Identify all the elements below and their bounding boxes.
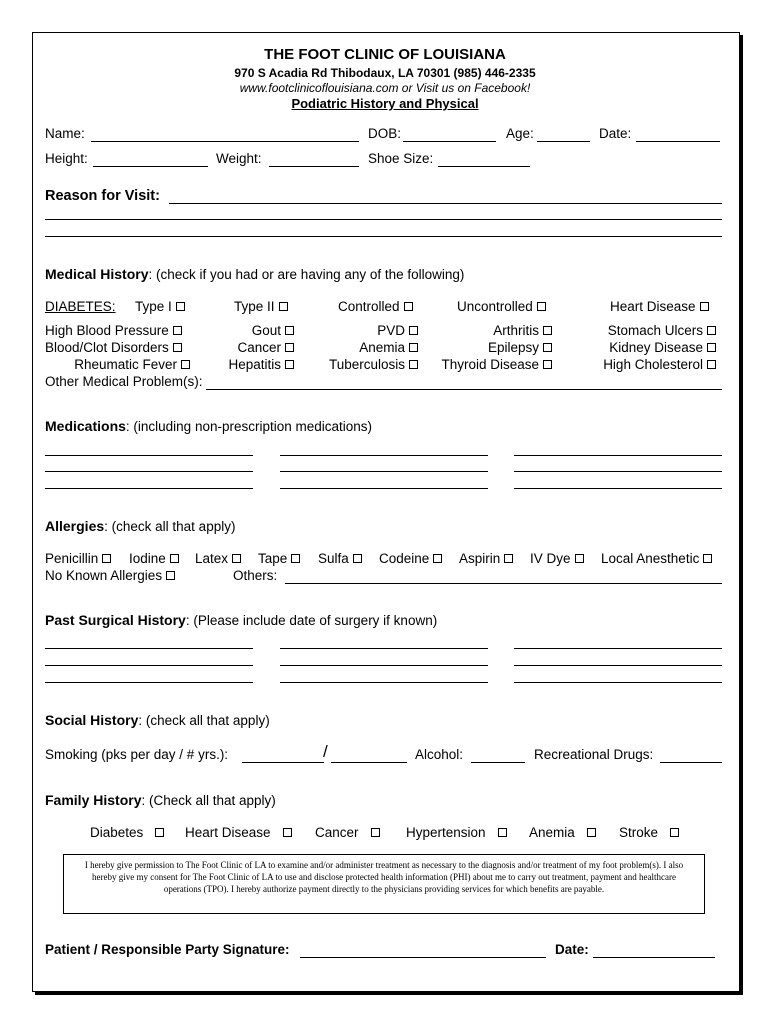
med-rheumatic-fever-label: Rheumatic Fever [74, 357, 177, 372]
med-type1[interactable] [135, 299, 185, 314]
allergy-others-field[interactable] [285, 583, 722, 584]
checkbox[interactable] [670, 828, 679, 837]
med-stomach-ulcers[interactable] [560, 323, 716, 338]
checkbox[interactable] [404, 302, 413, 311]
med-epilepsy[interactable] [420, 340, 552, 355]
surgery-line[interactable] [280, 682, 488, 683]
medical-history-subtitle: : (check if you had or are having any of the following) [148, 267, 465, 282]
med-pvd[interactable] [300, 323, 418, 338]
checkbox[interactable] [707, 360, 716, 369]
med-heart-disease-label: Heart Disease [610, 299, 696, 314]
checkbox[interactable] [166, 571, 175, 580]
allergy-label: Codeine [379, 551, 430, 566]
med-controlled-label: Controlled [338, 299, 400, 314]
checkbox[interactable] [173, 343, 182, 352]
clinic-name: THE FOOT CLINIC OF LOUISIANA [264, 46, 506, 63]
checkbox[interactable] [537, 302, 546, 311]
smoking-slash: / [323, 742, 328, 761]
signature-date-field[interactable] [593, 957, 715, 958]
form-title: Podiatric History and Physical [291, 96, 479, 111]
allergy-label: IV Dye [530, 551, 571, 566]
family-heart-disease[interactable] [185, 825, 292, 840]
checkbox[interactable] [176, 302, 185, 311]
drugs-label: Recreational Drugs: [534, 747, 654, 762]
dob-label: DOB: [368, 126, 402, 141]
checkbox[interactable] [283, 828, 292, 837]
checkbox[interactable] [409, 326, 418, 335]
date-label: Date: [599, 126, 632, 141]
checkbox[interactable] [170, 554, 179, 563]
med-high-cholesterol-label: High Cholesterol [603, 357, 703, 372]
allergy-label: Local Anesthetic [601, 551, 700, 566]
med-blood-clot[interactable] [45, 340, 190, 355]
allergy-tape[interactable] [258, 551, 300, 566]
med-cancer-label: Cancer [237, 340, 281, 355]
date-field[interactable] [636, 141, 720, 142]
consent-text: I hereby give permission to The Foot Clinic of LA to examine and/or administer treatment as necessary to the diagnosis and/or treatment of my foot problem(s). I also hereby give my consent for The Foot Clinic of LA to use and disclose protected health information (PHI) about me to carry out treatment, payment and healthcare operations (TPO). I hereby authorize payment directly to the physicians providing services for which benefits are payable. [84, 860, 684, 894]
med-rheumatic-fever[interactable] [45, 357, 190, 372]
social-heading [45, 712, 270, 728]
checkbox[interactable] [285, 343, 294, 352]
social-title: Social History [45, 712, 139, 728]
medication-line[interactable] [45, 488, 253, 489]
checkbox[interactable] [232, 554, 241, 563]
checkbox[interactable] [181, 360, 190, 369]
med-blood-clot-label: Blood/Clot Disorders [45, 340, 169, 355]
checkbox[interactable] [700, 302, 709, 311]
family-label: Anemia [529, 825, 575, 840]
shoe-size-label: Shoe Size: [368, 151, 434, 166]
medication-line[interactable] [280, 455, 488, 456]
signature-field[interactable] [300, 957, 546, 958]
checkbox[interactable] [707, 343, 716, 352]
alcohol-label: Alcohol: [415, 747, 464, 762]
med-controlled[interactable] [338, 299, 413, 314]
smoking-label: Smoking (pks per day / # yrs.): [45, 747, 229, 762]
med-kidney-disease[interactable] [560, 340, 716, 355]
surgical-title: Past Surgical History [45, 612, 186, 628]
allergy-codeine[interactable] [379, 551, 442, 566]
allergy-iv-dye[interactable] [530, 551, 584, 566]
name-label: Name: [45, 126, 85, 141]
checkbox[interactable] [543, 360, 552, 369]
medical-history-title: Medical History [45, 266, 149, 282]
med-pvd-label: PVD [377, 323, 405, 338]
family-stroke[interactable] [619, 825, 679, 840]
family-label: Cancer [315, 825, 359, 840]
allergy-label: Iodine [129, 551, 166, 566]
med-stomach-ulcers-label: Stomach Ulcers [607, 323, 703, 338]
checkbox[interactable] [371, 828, 380, 837]
med-hepatitis[interactable] [190, 357, 294, 372]
med-thyroid-disease[interactable] [420, 357, 552, 372]
med-high-blood-pressure[interactable] [45, 323, 190, 338]
medical-history-heading [45, 266, 464, 282]
reason-label: Reason for Visit: [45, 188, 160, 204]
family-label: Diabetes [90, 825, 144, 840]
medications-title: Medications [45, 418, 126, 434]
checkbox[interactable] [543, 326, 552, 335]
diabetes-label: DIABETES: [45, 299, 116, 314]
consent-box [63, 854, 705, 914]
family-label: Stroke [619, 825, 659, 840]
med-heart-disease[interactable] [610, 299, 709, 314]
social-subtitle: : (check all that apply) [138, 713, 270, 728]
checkbox[interactable] [279, 302, 288, 311]
family-label: Hypertension [406, 825, 486, 840]
med-hepatitis-label: Hepatitis [228, 357, 281, 372]
age-field[interactable] [537, 141, 590, 142]
family-anemia[interactable] [529, 825, 596, 840]
name-field[interactable] [91, 141, 359, 142]
med-arthritis[interactable] [420, 323, 552, 338]
med-anemia[interactable] [300, 340, 418, 355]
family-hypertension[interactable] [406, 825, 507, 840]
family-heading [45, 792, 276, 808]
family-title: Family History [45, 792, 142, 808]
signature-date-label: Date: [555, 942, 589, 957]
allergy-label: No Known Allergies [45, 568, 163, 583]
medications-subtitle: : (including non-prescription medications) [125, 419, 373, 434]
med-uncontrolled[interactable] [457, 299, 546, 314]
drugs-field[interactable] [660, 762, 722, 763]
reason-field-3[interactable] [45, 236, 722, 237]
med-uncontrolled-label: Uncontrolled [457, 299, 533, 314]
surgery-line[interactable] [45, 682, 253, 683]
surgery-line[interactable] [514, 665, 722, 666]
allergy-local-anesthetic[interactable] [601, 551, 712, 566]
checkbox[interactable] [543, 343, 552, 352]
medication-line[interactable] [514, 455, 722, 456]
reason-field-2[interactable] [45, 219, 722, 220]
surgery-line[interactable] [514, 682, 722, 683]
med-type2-label: Type II [234, 299, 275, 314]
family-label: Heart Disease [185, 825, 271, 840]
med-kidney-disease-label: Kidney Disease [609, 340, 703, 355]
allergy-label: Latex [195, 551, 229, 566]
checkbox[interactable] [703, 554, 712, 563]
family-subtitle: : (Check all that apply) [141, 793, 276, 808]
checkbox[interactable] [102, 554, 111, 563]
allergy-label: Aspirin [459, 551, 501, 566]
checkbox[interactable] [433, 554, 442, 563]
surgical-heading [45, 612, 437, 628]
checkbox[interactable] [707, 326, 716, 335]
med-tuberculosis-label: Tuberculosis [328, 357, 405, 372]
surgery-line[interactable] [45, 648, 253, 649]
allergy-aspirin[interactable] [459, 551, 513, 566]
med-type2[interactable] [234, 299, 288, 314]
checkbox[interactable] [409, 360, 418, 369]
med-arthritis-label: Arthritis [493, 323, 539, 338]
medication-line[interactable] [514, 471, 722, 472]
allergy-iodine[interactable] [129, 551, 179, 566]
med-tuberculosis[interactable] [300, 357, 418, 372]
checkbox[interactable] [155, 828, 164, 837]
weight-label: Weight: [216, 151, 262, 166]
checkbox[interactable] [498, 828, 507, 837]
allergy-label: Tape [258, 551, 288, 566]
height-label: Height: [45, 151, 88, 166]
alcohol-field[interactable] [471, 762, 525, 763]
medication-line[interactable] [45, 455, 253, 456]
med-thyroid-disease-label: Thyroid Disease [441, 357, 539, 372]
allergies-subtitle: : (check all that apply) [104, 519, 236, 534]
allergy-latex[interactable] [195, 551, 241, 566]
family-cancer[interactable] [315, 825, 380, 840]
surgery-line[interactable] [280, 648, 488, 649]
medication-line[interactable] [280, 488, 488, 489]
med-epilepsy-label: Epilepsy [487, 340, 539, 355]
allergy-others-label: Others: [233, 568, 278, 583]
dob-field[interactable] [403, 141, 496, 142]
surgery-line[interactable] [45, 665, 253, 666]
medication-line[interactable] [280, 471, 488, 472]
reason-field-1[interactable] [169, 203, 722, 204]
smoking-packs-field[interactable] [242, 762, 324, 763]
form-border [32, 32, 740, 992]
med-type1-label: Type I [135, 299, 172, 314]
checkbox[interactable] [291, 554, 300, 563]
surgical-subtitle: : (Please include date of surgery if known) [185, 613, 438, 628]
med-gout-label: Gout [251, 323, 281, 338]
allergy-label: Penicillin [45, 551, 99, 566]
allergy-sulfa[interactable] [318, 551, 362, 566]
checkbox[interactable] [353, 554, 362, 563]
other-medical-label: Other Medical Problem(s): [45, 374, 203, 389]
surgery-line[interactable] [280, 665, 488, 666]
height-field[interactable] [93, 166, 208, 167]
family-diabetes[interactable] [90, 825, 164, 840]
shoe-size-field[interactable] [438, 166, 530, 167]
med-gout[interactable] [190, 323, 294, 338]
allergy-penicillin[interactable] [45, 551, 111, 566]
checkbox[interactable] [285, 360, 294, 369]
clinic-website[interactable]: www.footclinicoflouisiana.com or Visit us on Facebook! [239, 81, 531, 95]
allergies-title: Allergies [45, 518, 105, 534]
med-hbp-label: High Blood Pressure [45, 323, 169, 338]
allergy-label: Sulfa [318, 551, 349, 566]
allergy-none-known[interactable] [45, 568, 175, 583]
checkbox[interactable] [575, 554, 584, 563]
allergies-heading [45, 518, 235, 534]
age-label: Age: [506, 126, 534, 141]
weight-field[interactable] [269, 166, 359, 167]
checkbox[interactable] [504, 554, 513, 563]
med-cancer[interactable] [190, 340, 294, 355]
checkbox[interactable] [409, 343, 418, 352]
surgery-line[interactable] [514, 648, 722, 649]
medication-line[interactable] [45, 471, 253, 472]
checkbox[interactable] [285, 326, 294, 335]
checkbox[interactable] [587, 828, 596, 837]
checkbox[interactable] [173, 326, 182, 335]
other-medical-field[interactable] [206, 389, 722, 390]
clinic-address-phone: 970 S Acadia Rd Thibodaux, LA 70301 (985) 446-2335 [234, 66, 536, 80]
med-high-cholesterol[interactable] [560, 357, 716, 372]
medication-line[interactable] [514, 488, 722, 489]
smoking-years-field[interactable] [331, 762, 407, 763]
medications-heading [45, 418, 372, 434]
med-anemia-label: Anemia [359, 340, 405, 355]
signature-label: Patient / Responsible Party Signature: [45, 942, 290, 957]
